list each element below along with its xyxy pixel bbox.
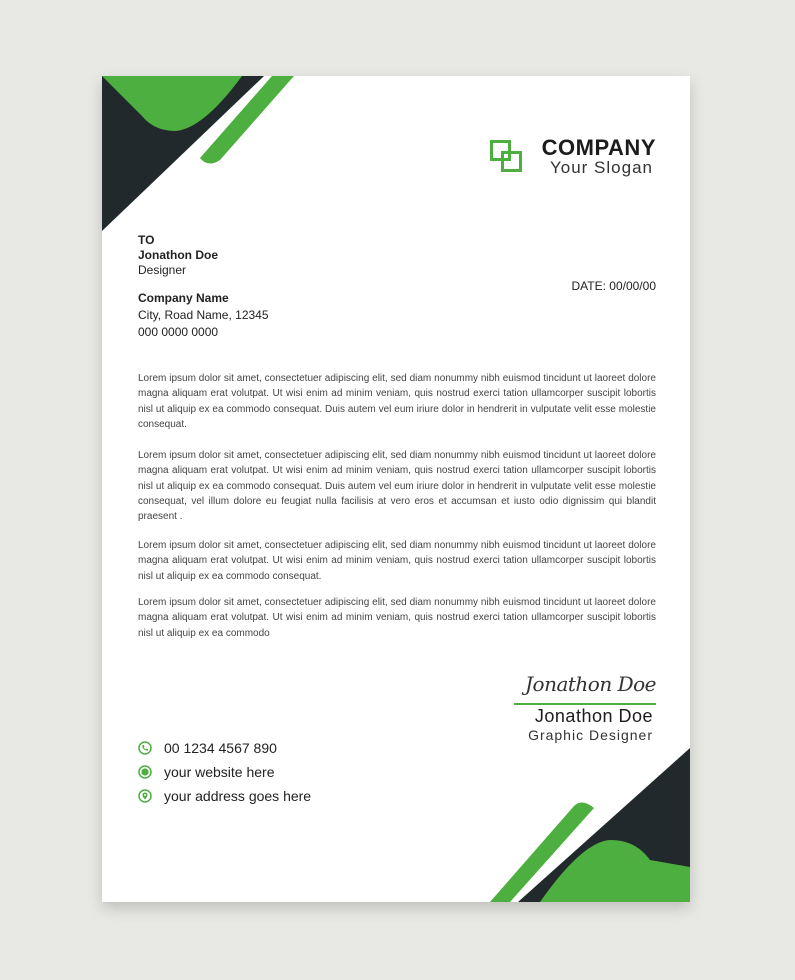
contact-website-text: your website here	[164, 764, 275, 780]
company-slogan: Your Slogan	[549, 158, 653, 177]
company-name: COMPANY	[541, 135, 656, 160]
location-pin-icon	[138, 789, 152, 803]
handwritten-signature: Jonathon Doe	[525, 672, 656, 696]
contact-phone-text: 00 1234 4567 890	[164, 740, 277, 756]
letterhead-page	[102, 76, 690, 902]
contact-phone	[138, 740, 277, 756]
recipient-name: Jonathon Doe	[138, 248, 218, 262]
recipient-company-name: Company Name	[138, 291, 229, 305]
globe-icon	[138, 765, 152, 779]
recipient-role: Designer	[138, 263, 187, 277]
contact-website	[138, 764, 275, 780]
letter-date: DATE: 00/00/00	[571, 279, 656, 293]
recipient-phone: 000 0000 0000	[138, 325, 219, 339]
recipient-block	[138, 233, 218, 278]
body-paragraph: Lorem ipsum dolor sit amet, consectetuer adipiscing elit, sed diam nonummy nibh euismod tincidunt ut laoreet dolore magna aliquam erat volutpat. Ut wisi enim ad minim veniam, quis nostrud exerci tation ullamcorper suscipit lobortis nisl ut aliquip ex ea commodo consequat. Duis autem vel eum iriure dolor in hendrerit in vulputate velit esse molestie consequat, vel illum dolore eu feugiat nulla facilisis at vero eros et accumsan et iusto odio dignissim qui blandit praesent .	[138, 450, 656, 523]
body-paragraph: Lorem ipsum dolor sit amet, consectetuer adipiscing elit, sed diam nonummy nibh euismod tincidunt ut laoreet dolore magna aliquam erat volutpat. Ut wisi enim ad minim veniam, quis nostrud exerci tation ullamcorper suscipit lobortis nisl ut aliquip ex ea commodo	[138, 597, 656, 639]
recipient-company-block	[138, 290, 269, 341]
to-label: TO	[138, 233, 155, 247]
contact-address	[138, 788, 311, 804]
body-paragraph: Lorem ipsum dolor sit amet, consectetuer adipiscing elit, sed diam nonummy nibh euismod tincidunt ut laoreet dolore magna aliquam erat volutpat. Ut wisi enim ad minim veniam, quis nostrud exerci tation ullamcorper suscipit lobortis nisl ut aliquip ex ea commodo consequat. Duis autem vel eum iriure dolor in hendrerit in vulputate velit esse molestie consequat.	[138, 373, 656, 430]
body-paragraph: Lorem ipsum dolor sit amet, consectetuer adipiscing elit, sed diam nonummy nibh euismod tincidunt ut laoreet dolore magna aliquam erat volutpat. Ut wisi enim ad minim veniam, quis nostrud exerci tation ullamcorper suscipit lobortis nisl ut aliquip ex ea commodo consequat.	[138, 540, 656, 582]
signer-name: Jonathon Doe	[534, 706, 653, 726]
bottom-right-decoration	[490, 742, 690, 902]
recipient-address: City, Road Name, 12345	[138, 308, 269, 322]
top-left-decoration	[102, 76, 302, 236]
signature-underline	[514, 703, 656, 705]
contact-address-text: your address goes here	[164, 788, 312, 804]
overlapping-squares-icon	[490, 140, 522, 172]
signer-title: Graphic Designer	[528, 727, 653, 743]
phone-icon	[138, 741, 152, 755]
